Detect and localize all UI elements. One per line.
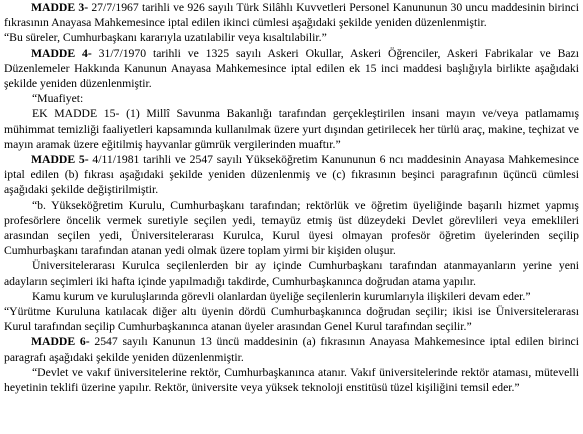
article-5-text: 4/11/1981 tarihli ve 2547 sayılı Yükseköğretim Kanununun 6 ncı maddesinin Anayasa Mahkemesince iptal edilen (b) fıkrası aşağıdaki şekilde yeniden düzenlenmiş ve (c) fıkrasının beşinci paragrafının üçüncü cümlesi aşağıdaki şekilde değiştirilmiştir. xyxy=(4,153,579,197)
document-body xyxy=(4,0,579,395)
article-4-label: MADDE 4- xyxy=(31,46,92,60)
article-6-label: MADDE 6- xyxy=(31,335,90,349)
article-5-quote-b-2: Üniversitelerarası Kurulca seçilenlerden bir ay içinde Cumhurbaşkanı tarafından atanmayanların yerine yeni adayların seçimleri iki hafta içinde yapılmadığı takdirde, Cumhurbaşkanınca doğrudan atama yapılır. xyxy=(4,259,579,288)
article-6-quote: “Devlet ve vakıf üniversitelerine rektör, Cumhurbaşkanınca atanır. Vakıf üniversitelerinde rektör ataması, mütevelli heyetinin teklifi üzerine yapılır. Rektör, üniversite veya yüksek teknoloji enstitüsü tüzel kişiliğini temsil eder.” xyxy=(4,365,579,395)
article-4-quote: EK MADDE 15- (1) Millî Savunma Bakanlığı tarafından gerçekleştirilen insani mayın ve/veya patlamamış mühimmat temizliği faaliyetleri kapsamında kullanılmak üzere yurt dışından getirilecek her türlü araç, makine, teçhizat ve mayın aramak üzere eğitilmiş hayvanlar gümrük vergilerinden muaftır.” xyxy=(4,107,579,151)
article-4 xyxy=(4,46,579,92)
article-6-text: 2547 sayılı Kanunun 13 üncü maddesinin (a) fıkrasının Anayasa Mahkemesince iptal edilen birinci paragrafı aşağıdaki şekilde yeniden düzenlenmiştir. xyxy=(4,335,579,364)
article-3 xyxy=(4,0,579,30)
article-5-quote-b-3: Kamu kurum ve kuruluşlarında görevli olanlardan üyeliğe seçilenlerin kurumlarıyla ilişkileri devam eder.” xyxy=(32,289,531,303)
article-4-text: 31/7/1970 tarihli ve 1325 sayılı Askeri Okullar, Askeri Öğrenciler, Askeri Fabrikalar ve Bazı Düzenlemeler Hakkında Kanunun Anayasa Mahkemesince iptal edilen ek 15 inci maddesi başlığıyla birlikte aşağıdaki şekilde yeniden düzenlenmiştir. xyxy=(4,46,579,91)
article-3-label: MADDE 3- xyxy=(31,1,89,14)
article-5-quote-b: “b. Yükseköğretim Kurulu, Cumhurbaşkanı tarafından; rektörlük ve öğretim üyeliğinde başarılı hizmet yapmış profesörlere öncelik vermek suretiyle seçilen yedi, temayüz etmiş üst düzeydeki Devlet görevlileri veya emeklileri arasından seçilen yedi, Üniversitelerarası Kurulca, Kurul üyesi olmayan profesör öğretim üyelerinden seçilip Cumhurbaşkanı tarafından atanan yedi olmak üzere toplam yirmi bir kişiden oluşur. xyxy=(4,198,579,258)
article-5-label: MADDE 5- xyxy=(31,153,89,167)
article-4-heading: “Muafiyet: xyxy=(32,92,84,106)
article-3-text: 27/7/1967 tarihli ve 926 sayılı Türk Silâhlı Kuvvetleri Personel Kanununun 30 uncu maddesinin birinci fıkrasının Anayasa Mahkemesince iptal edilen ikinci cümlesi aşağıdaki şekilde yeniden düzenlenmiştir. xyxy=(4,1,579,30)
article-3-quote: “Bu süreler, Cumhurbaşkanı kararıyla uzatılabilir veya kısaltılabilir.” xyxy=(4,31,327,45)
article-6 xyxy=(4,334,579,364)
article-5 xyxy=(4,152,579,198)
article-5-quote-c: “Yürütme Kuruluna katılacak diğer altı üyenin dördü Cumhurbaşkanınca doğrudan seçilir; ikisi ise Üniversitelerarası Kurul tarafından seçilip Cumhurbaşkanınca atanan üyeler arasından Genel Kurul tarafından seçilir.” xyxy=(4,305,579,334)
